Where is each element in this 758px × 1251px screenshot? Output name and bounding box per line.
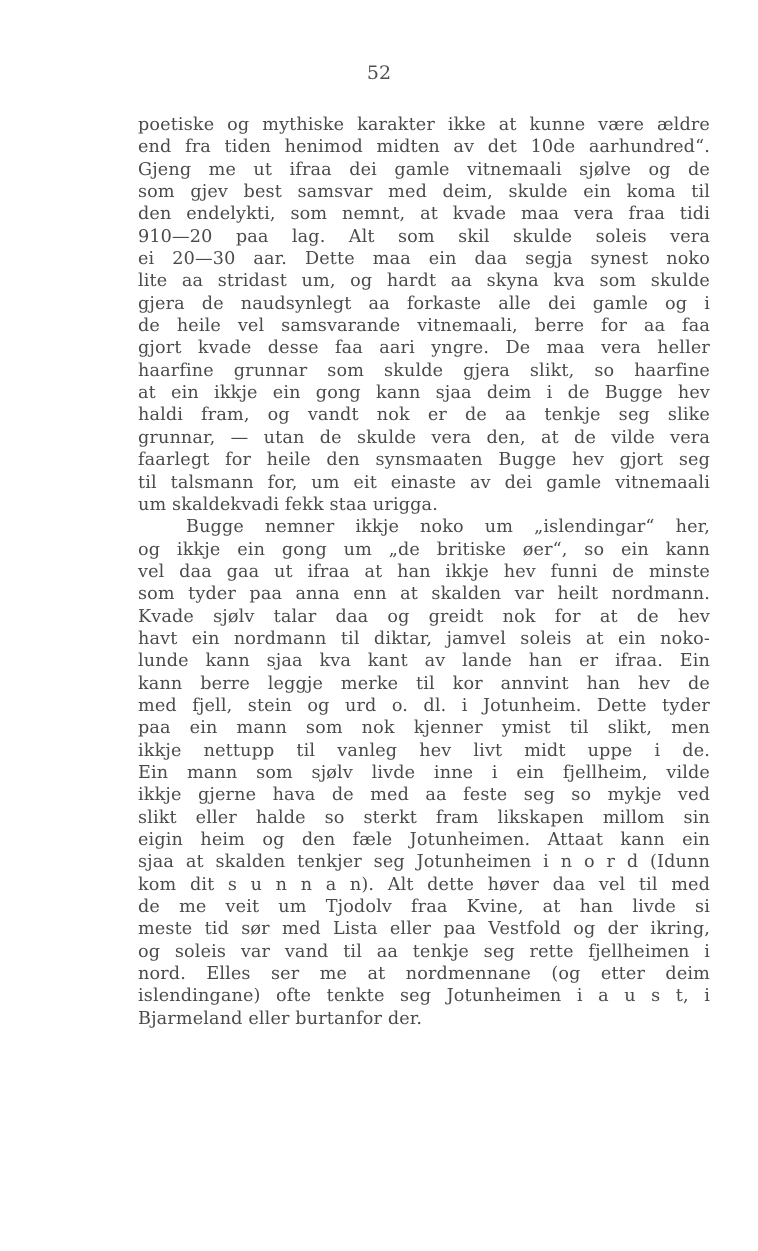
text-line: og ikkje ein gong um „de britiske øer“, so ein kann bbox=[138, 539, 710, 560]
text-line: ei 20—30 aar. Dette maa ein daa segja synest noko bbox=[138, 249, 710, 270]
text-line: end fra tiden henimod midten av det 10de aarhundred“. bbox=[138, 137, 710, 158]
text-line: havt ein nordmann til diktar, jamvel soleis at ein noko- bbox=[138, 628, 710, 649]
text-line: kom dit s u n n a n). Alt dette høver daa vel til med bbox=[138, 874, 710, 895]
text-line: kann berre leggje merke til kor annvint han hev de bbox=[138, 673, 710, 694]
text-line: som gjev best samsvar med deim, skulde ein koma til bbox=[138, 182, 710, 203]
text-line: og soleis var vand til aa tenkje seg rette fjellheimen i bbox=[138, 941, 710, 962]
text-line: at ein ikkje ein gong kann sjaa deim i de Bugge hev bbox=[138, 383, 710, 404]
text-line: den endelykti, som nemnt, at kvade maa vera fraa tidi bbox=[138, 204, 710, 225]
text-line: vel daa gaa ut ifraa at han ikkje hev funni de minste bbox=[138, 561, 710, 582]
paragraph-2 bbox=[138, 516, 710, 1030]
text-line: meste tid sør med Lista eller paa Vestfold og der ikring, bbox=[138, 919, 710, 940]
text-line: Ein mann som sjølv livde inne i ein fjellheim, vilde bbox=[138, 762, 710, 783]
text-line: som tyder paa anna enn at skalden var heilt nordmann. bbox=[138, 584, 710, 605]
text-line: lunde kann sjaa kva kant av lande han er ifraa. Ein bbox=[138, 651, 710, 672]
text-line: de heile vel samsvarande vitnemaali, berre for aa faa bbox=[138, 316, 710, 337]
text-line: slikt eller halde so sterkt fram likskapen millom sin bbox=[138, 807, 710, 828]
text-line: ikkje gjerne hava de med aa feste seg so mykje ved bbox=[138, 785, 710, 806]
text-line: sjaa at skalden tenkjer seg Jotunheimen i n o r d (Idunn bbox=[138, 852, 710, 873]
text-line: grunnar, — utan de skulde vera den, at de vilde vera bbox=[138, 427, 710, 448]
text-line: poetiske og mythiske karakter ikke at kunne være ældre bbox=[138, 115, 710, 135]
page-number: 52 bbox=[366, 62, 392, 84]
text-line: um skaldekvadi fekk staa urigga. bbox=[138, 494, 438, 515]
text-line: Gjeng me ut ifraa dei gamle vitnemaali sjølve og de bbox=[138, 159, 710, 180]
text-line: eigin heim og den fæle Jotunheimen. Attaat kann ein bbox=[138, 830, 710, 850]
text-line: islendingane) ofte tenkte seg Jotunheimen i a u s t, i bbox=[138, 986, 710, 1007]
text-line: gjera de naudsynlegt aa forkaste alle dei gamle og i bbox=[138, 293, 710, 314]
text-line: nord. Elles ser me at nordmennane (og etter deim bbox=[138, 964, 710, 985]
text-line: til talsmann for, um eit einaste av dei gamle vitnemaali bbox=[138, 472, 710, 493]
text-line: gjort kvade desse faa aari yngre. De maa vera heller bbox=[138, 338, 710, 359]
text-line: Kvade sjølv talar daa og greidt nok for at de hev bbox=[138, 606, 710, 627]
text-line: Bjarmeland eller burtanfor der. bbox=[138, 1008, 423, 1029]
text-line: med fjell, stein og urd o. dl. i Jotunheim. Dette tyder bbox=[138, 695, 710, 716]
text-line: Bugge nemner ikkje noko um „islendingar“ her, bbox=[186, 517, 710, 538]
text-line: haarfine grunnar som skulde gjera slikt, so haarfine bbox=[138, 360, 710, 381]
text-line: faarlegt for heile den synsmaaten Bugge hev gjort seg bbox=[138, 450, 710, 471]
text-line: haldi fram, og vandt nok er de aa tenkje seg slike bbox=[138, 405, 710, 426]
text-line: de me veit um Tjodolv fraa Kvine, at han livde si bbox=[138, 897, 710, 918]
text-line: paa ein mann som nok kjenner ymist til slikt, men bbox=[138, 718, 710, 739]
body-text bbox=[138, 114, 710, 1030]
paragraph-1 bbox=[138, 114, 710, 516]
text-line: ikkje nettupp til vanleg hev livt midt uppe i de. bbox=[138, 740, 710, 761]
text-line: lite aa stridast um, og hardt aa skyna kva som skulde bbox=[138, 271, 710, 292]
text-line: 910—20 paa lag. Alt som skil skulde soleis vera bbox=[138, 226, 710, 247]
